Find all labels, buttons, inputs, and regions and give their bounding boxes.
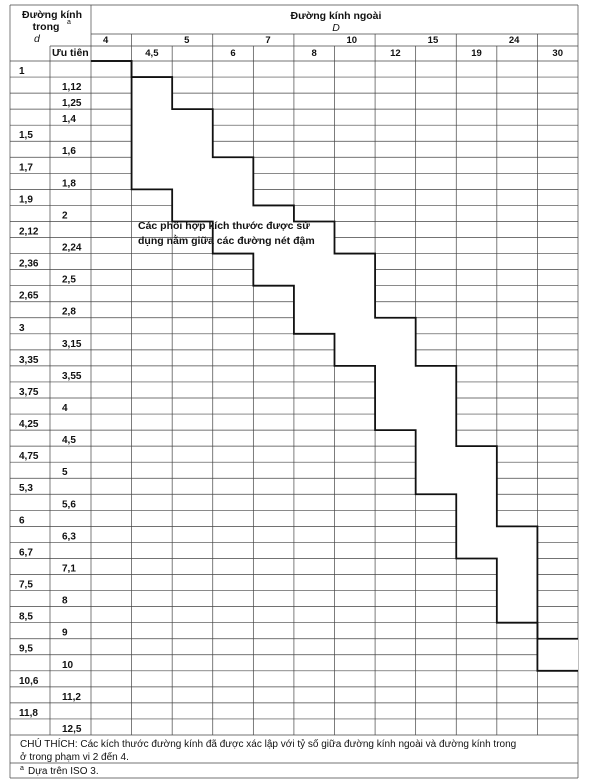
preferred-diameter-value: 4,5 — [62, 435, 76, 447]
inner-diameter-header-line1: Đường kính — [22, 9, 82, 21]
preferred-diameter-value: 5 — [62, 467, 68, 479]
table-cells — [19, 35, 563, 735]
preferred-diameter-value: 8 — [62, 595, 68, 607]
preferred-diameter-value: 2,24 — [62, 242, 82, 254]
outer-diameter-label: 15 — [427, 35, 439, 46]
outer-diameter-symbol: D — [332, 22, 340, 34]
inner-diameter-value: 5,3 — [19, 483, 33, 495]
preferred-diameter-value: 12,5 — [62, 723, 82, 735]
preferred-diameter-value: 1,12 — [62, 82, 82, 94]
inner-diameter-value: 2,36 — [19, 258, 39, 270]
inner-diameter-value: 2,12 — [19, 226, 39, 238]
inner-diameter-value: 8,5 — [19, 611, 33, 623]
outer-diameter-label: 19 — [471, 48, 482, 59]
preferred-diameter-value: 5,6 — [62, 499, 76, 511]
note-line1: CHÚ THÍCH: Các kích thước đường kính đã được xác lập với tỷ số giữa đường kính ngoài và đường kính trong — [20, 739, 517, 750]
preferred-diameter-value: 6,3 — [62, 531, 76, 543]
inner-diameter-value: 7,5 — [19, 579, 33, 591]
preferred-column-header: Ưu tiên — [52, 47, 89, 59]
note-line2: ở trong phạm vi 2 đến 4. — [20, 752, 129, 763]
outer-diameter-label: 5 — [184, 35, 190, 46]
preferred-diameter-value: 11,2 — [62, 691, 81, 703]
preferred-diameter-value: 9 — [62, 627, 68, 639]
outer-diameter-label: 8 — [311, 48, 317, 59]
inner-diameter-value: 11,8 — [19, 707, 38, 719]
inner-diameter-value: 4,75 — [19, 451, 39, 463]
inner-diameter-value: 3 — [19, 322, 25, 334]
preferred-diameter-value: 2,5 — [62, 274, 76, 286]
region-note-line2: dụng nằm giữa các đường nét đậm — [138, 235, 315, 247]
inner-diameter-value: 9,5 — [19, 643, 33, 655]
inner-diameter-value: 6,7 — [19, 547, 33, 559]
region-note-line1: Các phối hợp kích thước được sử — [138, 220, 310, 232]
grid-lines — [10, 5, 578, 778]
inner-diameter-value: 1,5 — [19, 130, 33, 142]
inner-diameter-header-line2: trong — [32, 21, 60, 33]
inner-diameter-value: 6 — [19, 515, 25, 527]
inner-diameter-footnote-ref: a — [67, 19, 71, 26]
inner-diameter-value: 3,75 — [19, 386, 39, 398]
preferred-diameter-value: 4 — [62, 403, 68, 414]
footnote-marker: a — [20, 765, 24, 772]
outer-diameter-label: 4 — [103, 35, 109, 46]
inner-diameter-value: 1,9 — [19, 194, 33, 206]
outer-diameter-label: 6 — [230, 48, 236, 59]
preferred-diameter-value: 1,25 — [62, 98, 82, 110]
inner-diameter-value: 3,35 — [19, 354, 39, 366]
outer-diameter-label: 7 — [265, 35, 271, 46]
preferred-diameter-value: 2,8 — [62, 306, 76, 318]
footnote-text: Dựa trên ISO 3. — [28, 766, 99, 777]
outer-diameter-label: 12 — [390, 48, 401, 59]
preferred-diameter-value: 3,15 — [62, 338, 82, 350]
inner-diameter-value: 2,65 — [19, 290, 39, 302]
preferred-diameter-value: 1,4 — [62, 114, 76, 126]
preferred-diameter-value: 3,55 — [62, 370, 82, 382]
outer-diameter-header: Đường kính ngoài — [290, 10, 382, 22]
preferred-diameter-value: 10 — [62, 659, 74, 671]
inner-diameter-symbol: d — [34, 33, 40, 45]
preferred-diameter-value: 2 — [62, 210, 68, 222]
inner-diameter-value: 4,25 — [19, 419, 39, 431]
outer-diameter-label: 4,5 — [145, 48, 159, 59]
inner-diameter-value: 1,7 — [19, 162, 33, 174]
inner-diameter-value: 10,6 — [19, 675, 39, 687]
inner-diameter-value: 1 — [19, 66, 25, 77]
outer-diameter-label: 30 — [552, 48, 563, 59]
outer-diameter-label: 24 — [508, 35, 520, 46]
preferred-diameter-value: 1,6 — [62, 146, 76, 158]
preferred-diameter-value: 7,1 — [62, 563, 76, 575]
preferred-diameter-value: 1,8 — [62, 178, 76, 190]
outer-diameter-label: 10 — [346, 35, 358, 46]
